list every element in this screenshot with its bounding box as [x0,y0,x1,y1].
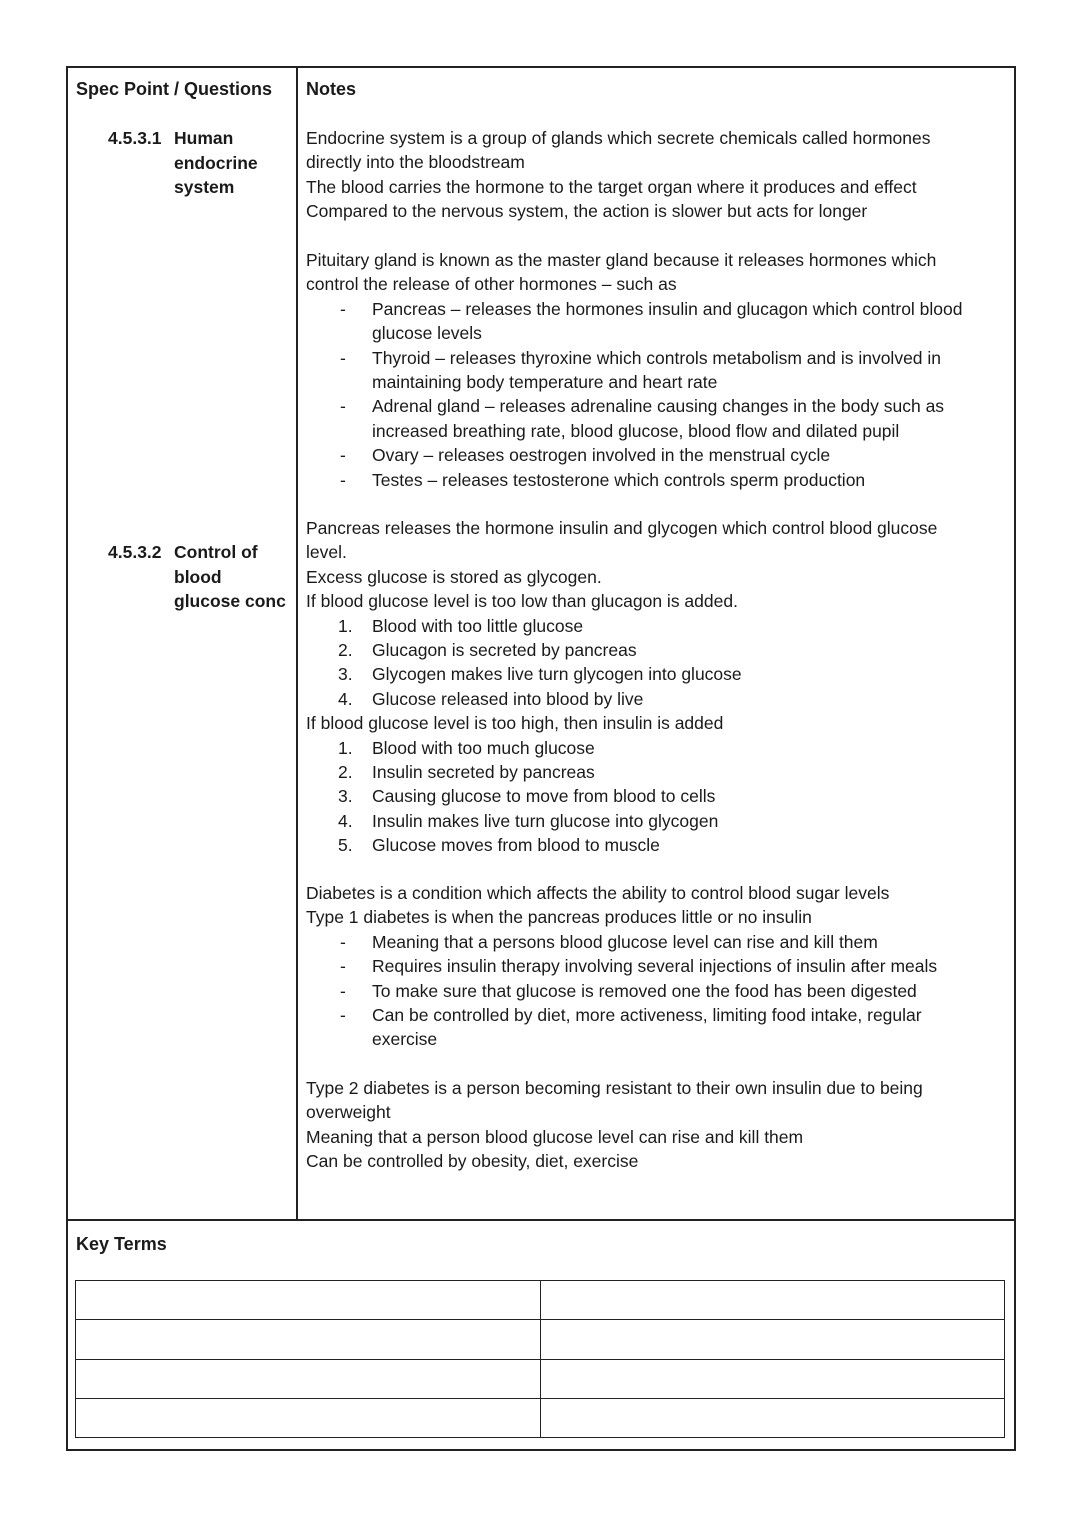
spec-point-number: 4.5.3.2 [108,542,162,562]
list-number: 4. [338,810,353,831]
spec-point-title [174,540,289,614]
high-glucose-step: Blood with too much glucose [372,737,595,758]
key-terms-row [76,1359,1005,1398]
column-divider [296,66,298,1220]
low-glucose-step: Glucagon is secreted by pancreas [372,640,637,660]
spec-title-line: Control of [174,542,258,562]
bullet-dash: - [340,469,346,490]
gland-list-item: Thyroid – releases thyroxine which controls metabolism and is involved in [372,347,942,368]
gland-list-item: Testes – releases testosterone which controls sperm production [372,469,866,490]
bullet-dash: - [340,1005,346,1025]
pituitary-note-line: control the release of other hormones – such as [306,274,677,295]
type1-point: Can be controlled by diet, more activeness, limiting food intake, regular [372,1005,922,1025]
endocrine-note-line: Endocrine system is a group of glands which secrete chemicals called hormones [306,128,931,148]
spec-point-header: Spec Point / Questions [76,79,273,99]
key-terms-cell[interactable] [76,1281,541,1320]
list-number: 1. [338,615,353,636]
high-glucose-step: Glucose moves from blood to muscle [372,835,660,856]
endocrine-note-line: directly into the bloodstream [306,152,525,173]
key-terms-cell[interactable] [540,1320,1005,1359]
list-number: 4. [338,688,353,709]
type1-point: Requires insulin therapy involving several injections of insulin after meals [372,956,938,977]
diabetes-note-line: Type 1 diabetes is when the pancreas produces little or no insulin [306,907,812,928]
type2-note-line: Meaning that a person blood glucose level can rise and kill them [306,1126,804,1147]
key-terms-cell[interactable] [76,1398,541,1437]
gland-list-item: maintaining body temperature and heart rate [372,372,718,392]
key-terms-cell[interactable] [76,1320,541,1359]
key-terms-cell[interactable] [540,1281,1005,1320]
type1-point: To make sure that glucose is removed one the food has been digested [372,980,917,1001]
high-glucose-step: Insulin makes live turn glucose into glycogen [372,810,719,831]
key-terms-table [75,1280,1005,1438]
endocrine-note-line: Compared to the nervous system, the action is slower but acts for longer [306,201,868,222]
list-number: 2. [338,762,353,782]
spec-title-line: endocrine [174,152,258,173]
list-number: 2. [338,640,353,660]
low-glucose-step: Glucose released into blood by live [372,688,644,709]
key-terms-row [76,1398,1005,1437]
gland-list-item: Pancreas – releases the hormones insulin and glucagon which control blood [372,298,963,319]
list-number: 5. [338,835,353,856]
high-glucose-step: Insulin secreted by pancreas [372,762,595,782]
key-terms-cell[interactable] [540,1359,1005,1398]
type2-note-line: Can be controlled by obesity, diet, exercise [306,1151,639,1172]
gland-list-item: Ovary – releases oestrogen involved in the menstrual cycle [372,445,831,466]
bullet-dash: - [340,956,346,977]
key-terms-label: Key Terms [76,1234,167,1254]
gland-list-item: increased breathing rate, blood glucose, blood flow and dilated pupil [372,420,900,441]
pituitary-note-line: Pituitary gland is known as the master gland because it releases hormones which [306,250,937,270]
glucose-note-line: Pancreas releases the hormone insulin and glycogen which control blood glucose [306,518,938,538]
diabetes-note-line: Diabetes is a condition which affects the ability to control blood sugar levels [306,883,890,903]
low-glucose-step: Glycogen makes live turn glycogen into glucose [372,664,742,685]
list-number: 3. [338,786,353,807]
glucose-note-line: level. [306,542,347,563]
bullet-dash: - [340,396,346,417]
type2-note-line: overweight [306,1102,391,1123]
type1-point: exercise [372,1029,438,1050]
key-terms-row [76,1320,1005,1359]
glucose-note-line: Excess glucose is stored as glycogen. [306,566,602,587]
spec-point-number: 4.5.3.1 [108,128,162,148]
gland-list-item: glucose levels [372,323,482,344]
glucose-note-line: If blood glucose level is too low than glucagon is added. [306,591,738,612]
spec-title-line: Human [174,128,234,148]
type1-point: Meaning that a persons blood glucose level can rise and kill them [372,931,878,952]
key-terms-cell[interactable] [76,1359,541,1398]
key-terms-divider [66,1219,1016,1221]
spec-title-line: system [174,177,235,197]
spec-title-line: glucose conc [174,591,286,611]
list-number: 3. [338,664,353,685]
spec-title-line: blood [174,566,222,587]
key-terms-row [76,1281,1005,1320]
bullet-dash: - [340,347,346,368]
bullet-dash: - [340,445,346,466]
notes-header: Notes [306,79,357,99]
high-glucose-step: Causing glucose to move from blood to cells [372,786,716,807]
spec-point-title [174,126,294,200]
bullet-dash: - [340,980,346,1001]
type2-note-line: Type 2 diabetes is a person becoming resistant to their own insulin due to being [306,1078,923,1098]
low-glucose-step: Blood with too little glucose [372,615,584,636]
key-terms-cell[interactable] [540,1398,1005,1437]
list-number: 1. [338,737,353,758]
endocrine-note-line: The blood carries the hormone to the target organ where it produces and effect [306,176,917,197]
gland-list-item: Adrenal gland – releases adrenaline causing changes in the body such as [372,396,945,417]
bullet-dash: - [340,298,346,319]
high-glucose-intro: If blood glucose level is too high, then insulin is added [306,713,724,734]
bullet-dash: - [340,931,346,952]
